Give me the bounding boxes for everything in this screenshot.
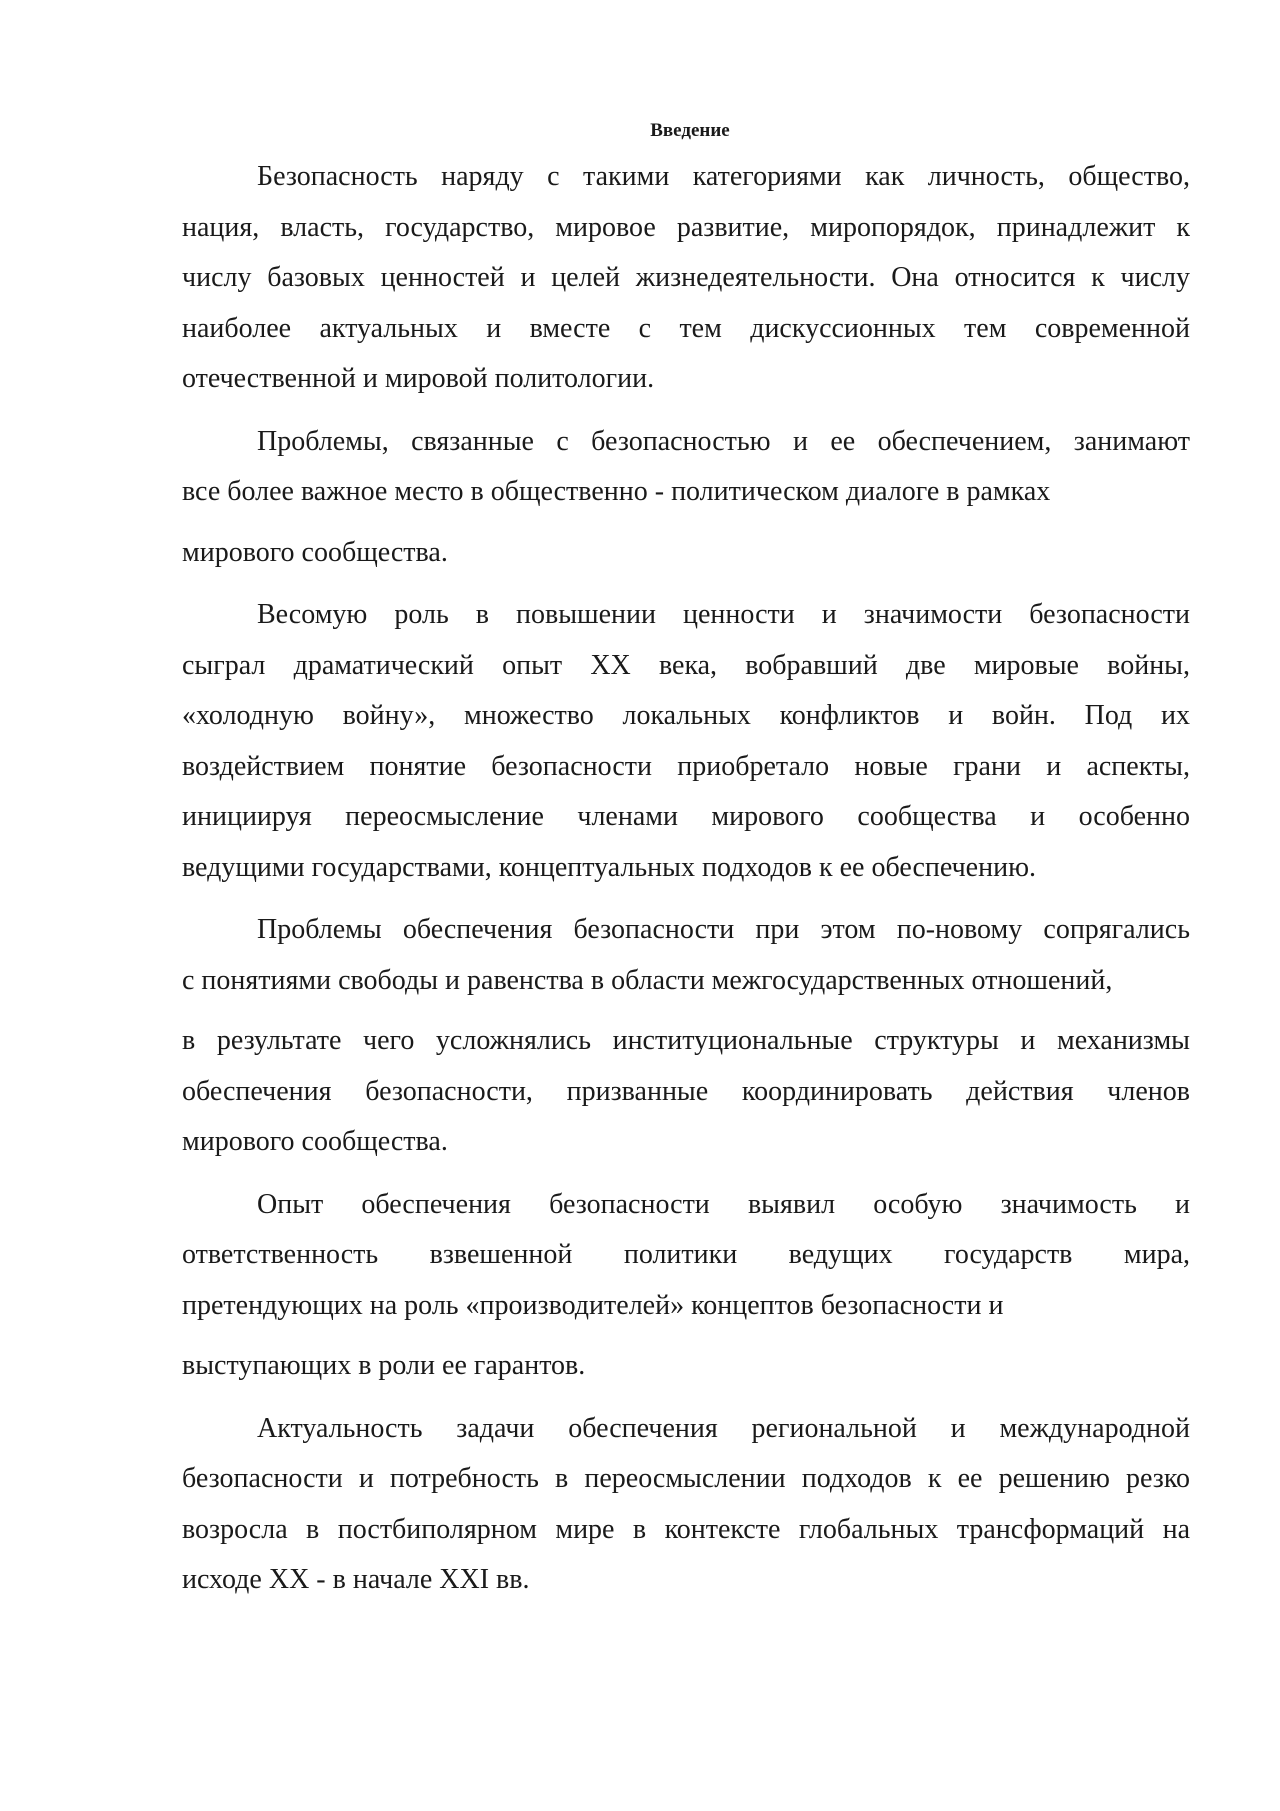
text-line: отечественной и мировой политологии. — [182, 363, 655, 394]
text-line: ведущими государствами, концептуальных подходов к ее обеспечению. — [182, 851, 1036, 883]
text-line: Проблемы, связанные с безопасностью и ее обеспечением, занимают — [257, 425, 1190, 457]
text-line: Весомую роль в повышении ценности и значимости безопасности — [257, 599, 1190, 630]
text-line: все более важное место в общественно - политическом диалоге в рамках — [182, 476, 1051, 507]
text-line: с понятиями свободы и равенства в области межгосударственных отношений, — [182, 964, 1113, 996]
text-line: наиболее актуальных и вместе с тем дискуссионных тем современной — [182, 312, 1190, 344]
paragraph — [182, 905, 1190, 1006]
text-line: числу базовых ценностей и целей жизнедеятельности. Она относится к числу — [182, 262, 1190, 293]
text-line: Проблемы обеспечения безопасности при этом по-новому сопрягались — [257, 914, 1190, 945]
paragraph — [182, 1341, 1190, 1392]
text-line: Опыт обеспечения безопасности выявил особую значимость и — [257, 1188, 1190, 1220]
text-line: возросла в постбиполярном мире в контексте глобальных трансформаций на — [182, 1513, 1190, 1545]
text-line: Актуальность задачи обеспечения региональной и международной — [257, 1412, 1190, 1444]
text-line: в результате чего усложнялись институциональные структуры и механизмы — [182, 1025, 1190, 1056]
text-line: мирового сообщества. — [182, 536, 448, 568]
page-title: Введение — [650, 120, 730, 141]
text-line: претендующих на роль «производителей» концептов безопасности и — [182, 1289, 1004, 1321]
paragraph — [182, 590, 1190, 893]
text-line: безопасности и потребность в переосмыслении подходов к ее решению резко — [182, 1463, 1190, 1494]
text-line: сыграл драматический опыт XX века, вобравший две мировые войны, — [182, 649, 1190, 681]
paragraph — [182, 152, 1190, 405]
text-line: инициируя переосмысление членами мирового сообщества и особенно — [182, 801, 1190, 832]
text-line: ответственность взвешенной политики ведущих государств мира, — [182, 1239, 1190, 1270]
paragraph — [182, 1404, 1190, 1606]
text-line: воздействием понятие безопасности приобретало новые грани и аспекты, — [182, 750, 1190, 782]
paragraph — [182, 1180, 1190, 1332]
text-line: обеспечения безопасности, призванные координировать действия членов — [182, 1075, 1190, 1107]
text-line: «холодную войну», множество локальных конфликтов и войн. Под их — [182, 700, 1190, 731]
text-line: исходе XX - в начале XXI вв. — [182, 1564, 530, 1595]
text-line: выступающих в роли ее гарантов. — [182, 1350, 586, 1381]
text-line: мирового сообщества. — [182, 1126, 448, 1157]
text-line: нация, власть, государство, мировое развитие, миропорядок, принадлежит к — [182, 211, 1190, 243]
paragraph — [182, 1016, 1190, 1168]
text-line: Безопасность наряду с такими категориями как личность, общество, — [257, 161, 1190, 192]
paragraph — [182, 417, 1190, 518]
document-body — [182, 152, 1190, 1606]
paragraph — [182, 528, 1190, 579]
